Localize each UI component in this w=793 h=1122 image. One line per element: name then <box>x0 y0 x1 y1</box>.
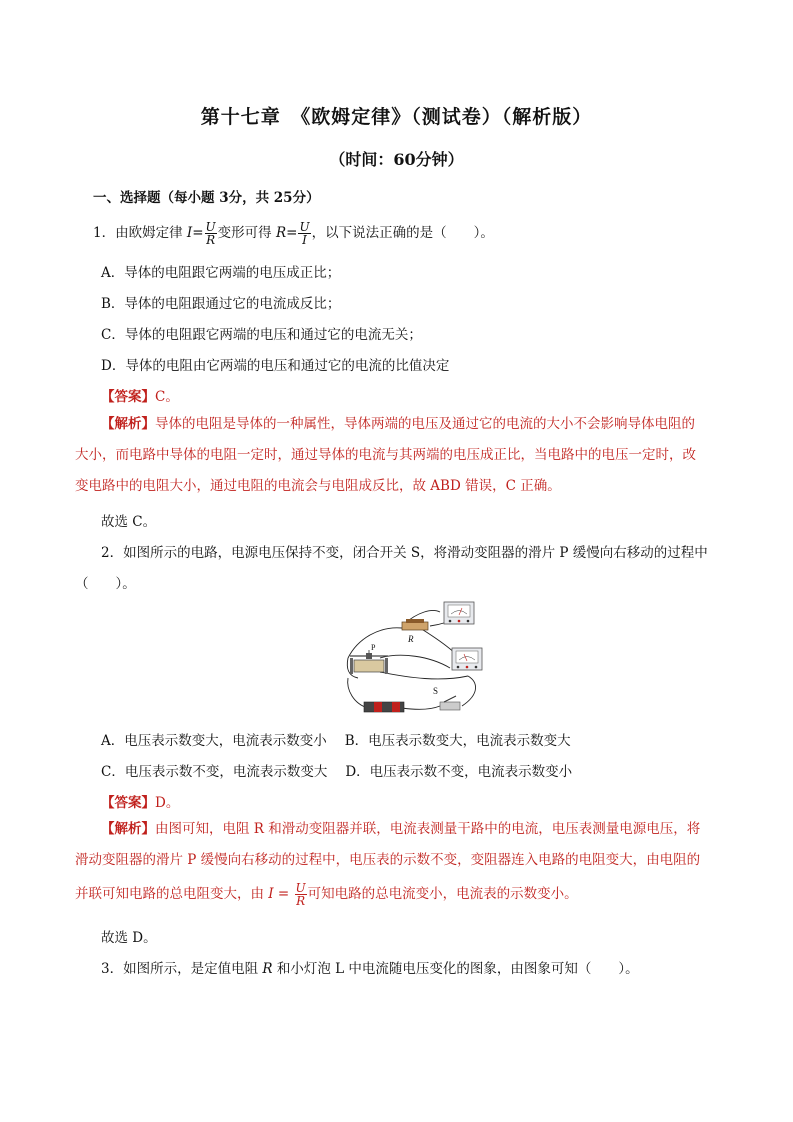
q2-formula-fraction <box>295 882 307 907</box>
q2-option-b: B．电压表示数变大，电流表示数变大 <box>344 733 571 749</box>
question-1-stem <box>93 221 494 246</box>
q1-option-c: C．导体的电阻跟它两端的电压和通过它的电流无关； <box>101 327 422 343</box>
q2-analysis-line-2: 滑动变阻器的滑片 P 缓慢向右移动的过程中，电压表的示数不变，变阻器连入电路的电阻变大，由电阻的 <box>75 852 701 868</box>
q2-analysis-line-3 <box>75 882 578 907</box>
circuit-diagram <box>340 598 490 716</box>
q1-formula-1-fraction <box>205 221 217 246</box>
rheostat-icon <box>350 650 388 674</box>
q1-option-d: D．导体的电阻由它两端的电压和通过它的电流的比值决定 <box>101 358 450 374</box>
label-r: R <box>408 634 414 644</box>
q3-stem-part-b: 和小灯泡 L 中电流随电压变化的图象，由图象可知（ ）。 <box>272 961 639 977</box>
q2-option-c: C．电压表示数不变，电流表示数变大 <box>101 764 328 780</box>
q2-formula-numerator: U <box>295 881 306 895</box>
q1-formula-1-lhs: I= <box>186 225 204 241</box>
q1-formula-2-denominator: I <box>302 233 307 247</box>
q1-analysis-line-2: 大小，而电路中导体的电阻一定时，通过导体的电流与其两端的电压成正比，当电路中的电压一定时，改 <box>75 447 696 463</box>
resistor-icon <box>402 619 428 630</box>
q2-analysis-line-1 <box>101 814 700 845</box>
q2-options-row-1 <box>101 729 571 749</box>
q2-stem-line-2: （ ）。 <box>75 576 136 592</box>
q1-analysis-tag: 【解析】 <box>101 416 155 432</box>
q2-formula-denominator: R <box>296 894 306 908</box>
q3-stem <box>101 957 639 977</box>
q3-stem-r: R <box>262 961 273 977</box>
q2-answer <box>101 791 179 811</box>
q2-formula-lhs: I = <box>268 886 294 902</box>
q2-answer-tag: 【答案】 <box>101 795 155 811</box>
q1-formula-1-numerator: U <box>205 220 216 234</box>
q2-analysis-text-3b: 可知电路的总电流变小，电流表的示数变小。 <box>307 886 578 902</box>
q1-formula-2-fraction <box>298 221 310 246</box>
q1-formula-1-denominator: R <box>206 233 216 247</box>
q1-analysis-line-1 <box>101 409 695 440</box>
q1-option-b: B．导体的电阻跟通过它的电流成反比； <box>101 296 341 312</box>
q2-options-row-2 <box>101 760 572 780</box>
q2-stem-line-1: 2．如图所示的电路，电源电压保持不变，闭合开关 S，将滑动变阻器的滑片 P 缓慢向右移动的过程中 <box>101 545 708 561</box>
q1-stem-part-c: ，以下说法正确的是（ ）。 <box>311 225 494 241</box>
q2-analysis-tag: 【解析】 <box>101 821 155 837</box>
battery-icon <box>364 702 404 712</box>
q1-answer-tag: 【答案】 <box>101 389 155 405</box>
q2-choose: 故选 D。 <box>101 930 157 946</box>
q1-option-a: A．导体的电阻跟它两端的电压成正比； <box>101 265 341 281</box>
q1-analysis-text-1: 导体的电阻是导体的一种属性，导体两端的电压及通过它的电流的大小不会影响导体电阻的 <box>155 416 695 432</box>
q1-formula-2-numerator: U <box>299 220 310 234</box>
q1-answer <box>101 385 179 405</box>
q2-analysis-text-3a: 并联可知电路的总电阻变大，由 <box>75 886 269 902</box>
q1-stem-part-b: 变形可得 <box>217 225 276 241</box>
page-title: 第十七章 《欧姆定律》（测试卷）（解析版） <box>200 106 593 128</box>
q3-stem-part-a: 3．如图所示，是定值电阻 <box>101 961 263 977</box>
q1-stem-part-a: 1．由欧姆定律 <box>93 225 187 241</box>
label-p: P <box>371 643 376 652</box>
section-heading: 一、选择题（每小题 3分，共 25分） <box>93 190 320 206</box>
q1-analysis-line-3: 变电路中的电阻大小，通过电阻的电流会与电阻成反比，故 ABD 错误，C 正确。 <box>75 478 561 494</box>
page-subtitle: （时间：60分钟） <box>329 150 464 169</box>
switch-icon <box>440 696 460 710</box>
q2-option-d: D．电压表示数不变，电流表示数变小 <box>345 764 573 780</box>
q2-answer-value: D。 <box>155 795 180 811</box>
q1-formula-2-lhs: R= <box>275 225 298 241</box>
q2-option-a: A．电压表示数变大，电流表示数变小 <box>101 733 327 749</box>
q2-analysis-text-1: 由图可知，电阻 R 和滑动变阻器并联，电流表测量干路中的电流，电压表测量电源电压，将 <box>155 821 701 837</box>
voltmeter-icon <box>444 602 474 624</box>
label-s: S <box>433 686 439 696</box>
q1-answer-value: C。 <box>155 389 179 405</box>
ammeter-icon <box>452 648 482 670</box>
q1-choose: 故选 C。 <box>101 514 157 530</box>
